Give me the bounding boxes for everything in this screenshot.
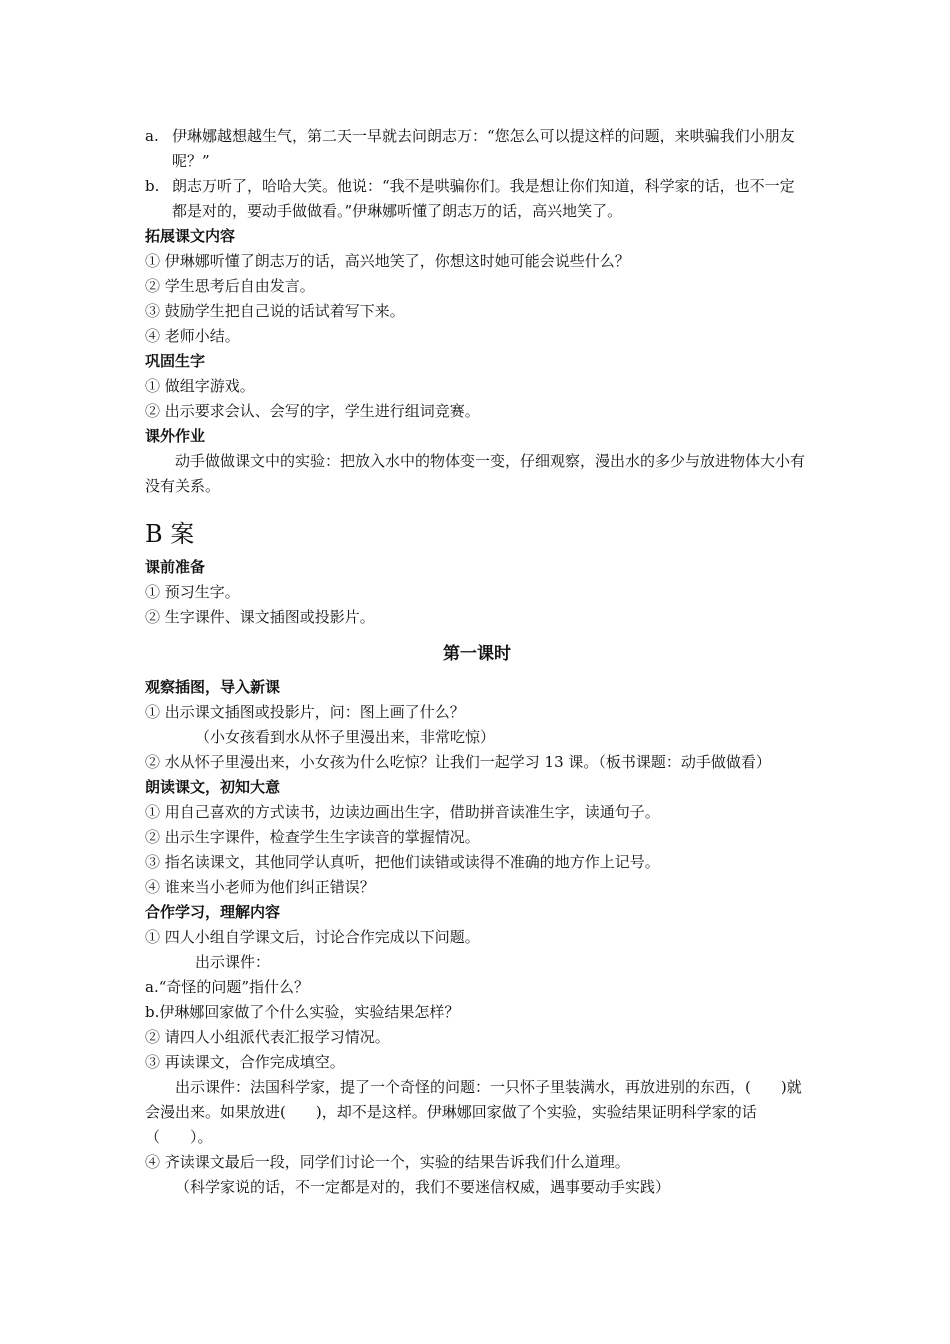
list-item-b	[145, 174, 809, 224]
list-item: ① 四人小组自学课文后，讨论合作完成以下问题。	[145, 928, 480, 946]
list-item: ② 出示生字课件，检查学生生字读音的掌握情况。	[145, 828, 480, 846]
list-item: ① 预习生字。	[145, 583, 240, 601]
list-item-a	[145, 124, 809, 174]
list-item-text: 伊琳娜越想越生气，第二天一早就去问朗志万：“您怎么可以提这样的问题，来哄骗我们小朋友呢？”	[172, 127, 795, 170]
list-item: ① 出示课文插图或投影片，问：图上画了什么？	[145, 703, 465, 721]
note: （小女孩看到水从怀子里漫出来，非常吃惊）	[195, 728, 496, 746]
note: （科学家说的话，不一定都是对的，我们不要迷信权威，遇事要动手实践）	[175, 1178, 671, 1196]
section-heading: 观察插图，导入新课	[145, 678, 281, 696]
note: 出示课件：	[195, 953, 271, 971]
list-item: ④ 谁来当小老师为他们纠正错误？	[145, 878, 375, 896]
list-item: ② 水从怀子里漫出来，小女孩为什么吃惊？让我们一起学习 13 课。（板书课题：动手做做看）	[145, 753, 771, 771]
list-item: ① 做组字游戏。	[145, 377, 255, 395]
section-heading: 课外作业	[145, 427, 206, 445]
list-marker: b.	[145, 177, 160, 195]
section-heading: 朗读课文，初知大意	[145, 778, 281, 796]
list-item: b.伊琳娜回家做了个什么实验，实验结果怎样？	[145, 1003, 460, 1021]
list-item: ④ 齐读课文最后一段，同学们讨论一个，实验的结果告诉我们什么道理。	[145, 1153, 630, 1171]
lesson-title: 第一课时	[443, 644, 511, 664]
section-heading: 巩固生字	[145, 352, 206, 370]
list-item: ② 请四人小组派代表汇报学习情况。	[145, 1028, 390, 1046]
list-item: ③ 鼓励学生把自己说的话试着写下来。	[145, 302, 405, 320]
list-item: ③ 再读课文，合作完成填空。	[145, 1053, 345, 1071]
list-item: ② 生字课件、课文插图或投影片。	[145, 608, 375, 626]
list-item: ① 用自己喜欢的方式读书，边读边画出生字，借助拼音读准生字，读通句子。	[145, 803, 660, 821]
list-marker: a.	[145, 127, 159, 145]
paragraph: 动手做做课文中的实验：把放入水中的物体变一变，仔细观察，漫出水的多少与放进物体大小有没有关系。	[145, 452, 806, 495]
plan-title: B 案	[145, 520, 195, 548]
section-heading: 课前准备	[145, 558, 206, 576]
list-item: ③ 指名读课文，其他同学认真听，把他们读错或读得不准确的地方作上记号。	[145, 853, 660, 871]
section-heading: 合作学习，理解内容	[145, 903, 281, 921]
list-item: ② 学生思考后自由发言。	[145, 277, 315, 295]
list-item: a.“奇怪的问题”指什么？	[145, 978, 310, 996]
document-page	[145, 124, 809, 1200]
list-item: ④ 老师小结。	[145, 327, 240, 345]
list-item: ① 伊琳娜听懂了朗志万的话，高兴地笑了，你想这时她可能会说些什么？	[145, 252, 630, 270]
list-item: ② 出示要求会认、会写的字，学生进行组词竞赛。	[145, 402, 480, 420]
paragraph: 出示课件：法国科学家，提了一个奇怪的问题：一只怀子里装满水，再放进别的东西，( )就会漫出来。如果放进( )，却不是这样。伊琳娜回家做了个实验，实验结果证明科学家的话（ ）。	[145, 1078, 802, 1146]
section-heading: 拓展课文内容	[145, 227, 236, 245]
list-item-text: 朗志万听了，哈哈大笑。他说：“我不是哄骗你们。我是想让你们知道，科学家的话，也不一定都是对的，要动手做做看。”伊琳娜听懂了朗志万的话，高兴地笑了。	[172, 177, 795, 220]
